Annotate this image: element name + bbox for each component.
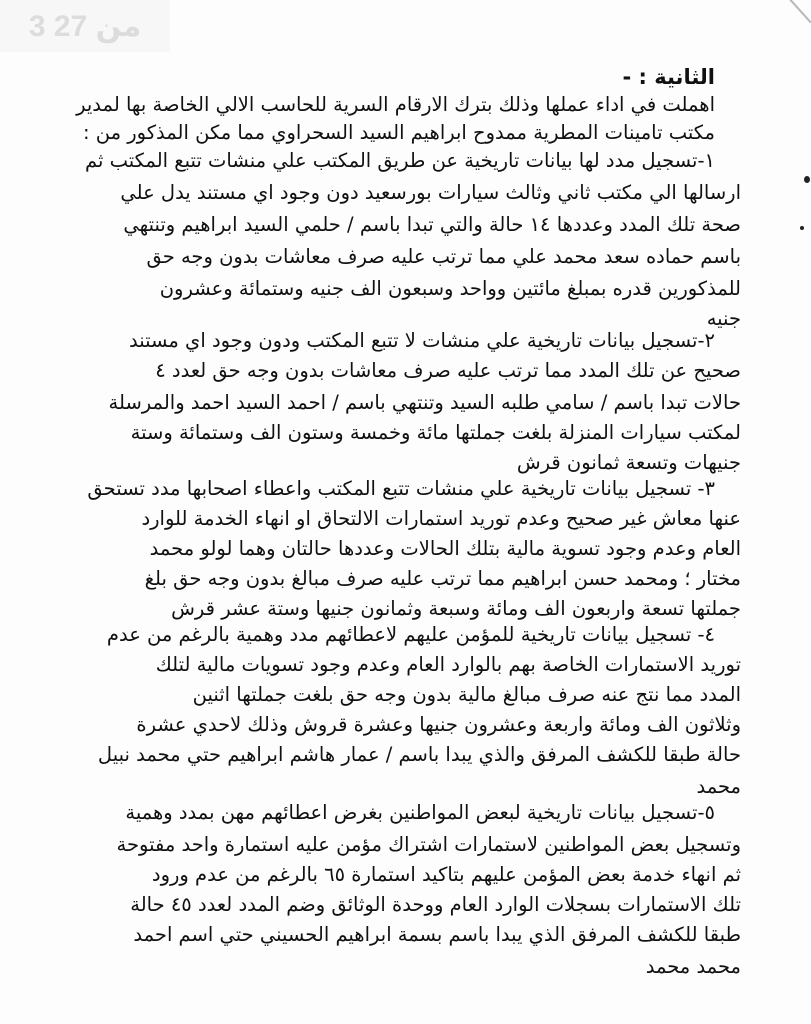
intro-line: اهملت في اداء عملها وذلك بترك الارقام السرية للحاسب الالي الخاصة بها لمدير bbox=[76, 93, 715, 116]
item-4-line: حالة طبقا للكشف المرفق والذي يبدا باسم / عمار هاشم ابراهيم حتي محمد نبيل bbox=[97, 743, 741, 766]
item-2-line: ٢-تسجيل بيانات تاريخية علي منشات لا تتبع المكتب ودون وجود اي مستند bbox=[129, 329, 715, 352]
item-5-line: ثم انهاء خدمة بعض المؤمن عليهم بتاكيد استمارة ٦٥ بالرغم من عدم ورود bbox=[151, 863, 741, 886]
page-indicator-watermark bbox=[0, 0, 170, 52]
item-5-line: وتسجيل بعض المواطنين لاستمارات اشتراك مؤمن عليه استمارة واحد مفتوحة bbox=[116, 833, 741, 856]
intro-line: مكتب تامينات المطرية ممدوح ابراهيم السيد السحراوي مما مكن المذكور من : bbox=[83, 121, 715, 144]
item-1-line: صحة تلك المدد وعددها ١٤ حالة والتي تبدا باسم / حلمي السيد ابراهيم وتنتهي bbox=[123, 213, 741, 236]
item-4-line: ٤- تسجيل بيانات تاريخية للمؤمن عليهم لاعطائهم مدد وهمية بالرغم من عدم bbox=[106, 623, 715, 646]
item-2-line: حالات تبدا باسم / سامي طلبه السيد وتنتهي باسم / احمد السيد احمد والمرسلة bbox=[108, 391, 741, 414]
item-1-line: للمذكورين قدره بمبلغ مائتين وواحد وسبعون الف جنيه وستمائة وعشرون bbox=[159, 277, 741, 300]
item-5-line: محمد محمد bbox=[645, 955, 741, 978]
item-4-line: محمد bbox=[696, 775, 741, 798]
item-2-line: جنيهات وتسعة ثمانون قرش bbox=[516, 451, 741, 474]
item-2-line: لمكتب سيارات المنزلة بلغت جملتها مائة وخمسة وستون الف وستمائة وستة bbox=[130, 421, 741, 444]
margin-mark bbox=[800, 226, 804, 230]
item-3-line: ٣- تسجيل بيانات تاريخية علي منشات تتبع المكتب واعطاء اصحابها مدد تستحق bbox=[87, 477, 715, 500]
page-indicator-text: 3 من 27 bbox=[28, 9, 142, 43]
item-3-line: مختار ؛ ومحمد حسن ابراهيم مما ترتب عليه صرف مبالغ بدون وجه حق بلغ bbox=[144, 567, 741, 590]
margin-mark bbox=[804, 176, 810, 183]
item-4-line: المدد مما نتج عنه صرف مبالغ مالية بدون وجه حق بلغت جملتها اثنين bbox=[192, 683, 741, 706]
item-1-line: ١-تسجيل مدد لها بيانات تاريخية عن طريق المكتب علي منشات تتبع المكتب ثم bbox=[85, 149, 715, 172]
item-5-line: ٥-تسجيل بيانات تاريخية لبعض المواطنين بغرض اعطائهم مهن بمدد وهمية bbox=[125, 801, 715, 824]
item-3-line: العام وعدم وجود تسوية مالية بتلك الحالات وعددها حالتان وهما لولو محمد bbox=[149, 537, 741, 560]
item-4-line: توريد الاستمارات الخاصة بهم بالوارد العام وعدم وجود تسويات مالية لتلك bbox=[155, 653, 741, 676]
item-5-line: طبقا للكشف المرفق الذي يبدا باسم بسمة ابراهيم الحسيني حتي اسم احمد bbox=[133, 923, 741, 946]
item-1-line: جنيه bbox=[706, 307, 741, 330]
item-5-line: تلك الاستمارات بسجلات الوارد العام ووحدة الوثائق وضم المدد لعدد ٤٥ حالة bbox=[130, 893, 741, 916]
item-2-line: صحيح عن تلك المدد مما ترتب عليه صرف معاشات بدون وجه حق لعدد ٤ bbox=[155, 359, 741, 382]
item-3-line: عنها معاش غير صحيح وعدم توريد استمارات الالتحاق او انهاء الخدمة للوارد bbox=[141, 507, 741, 530]
item-1-line: ارسالها الي مكتب ثاني وثالث سيارات بورسعيد دون وجود اي مستند يدل علي bbox=[120, 181, 741, 204]
section-heading: الثانية : - bbox=[622, 65, 715, 89]
item-1-line: باسم حماده سعد محمد علي مما ترتب عليه صرف معاشات بدون وجه حق bbox=[146, 245, 741, 268]
item-4-line: وثلاثون الف ومائة واربعة وعشرون جنيها وعشرة قروش وذلك لاحدي عشرة bbox=[136, 713, 741, 736]
scan-edge-line bbox=[782, 0, 811, 23]
item-3-line: جملتها تسعة واربعون الف ومائة وسبعة وثمانون جنيها وستة عشر قرش bbox=[171, 597, 741, 620]
